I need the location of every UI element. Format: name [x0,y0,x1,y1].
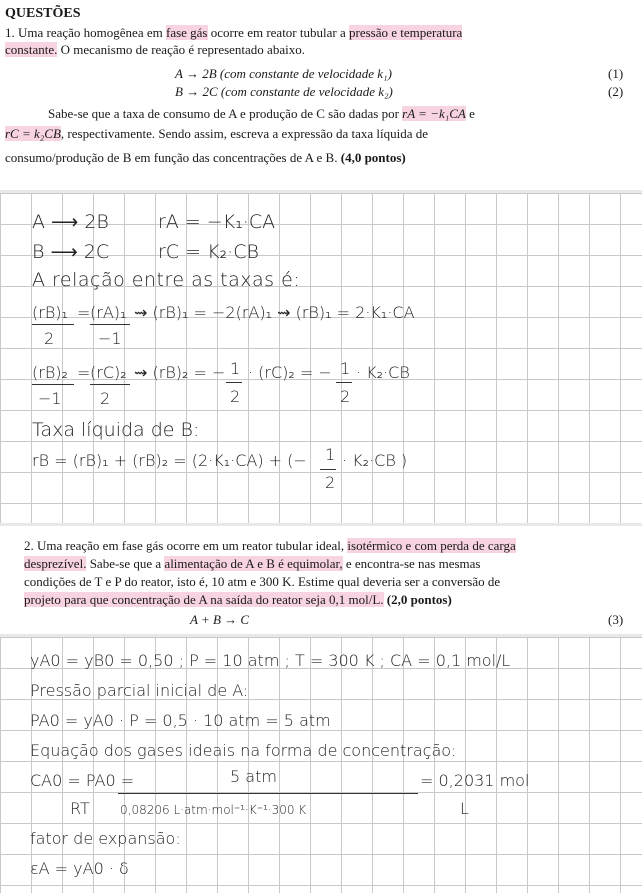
a1-frac2-half-den2: 2 [340,387,351,406]
a1-frac1-rest: ⇝ (rB)₁ = −2(rA)₁ ⇝ (rB)₁ = 2·K₁·CA [134,303,415,322]
q1-line-4 [5,126,428,141]
q2-highlight-equimolar: alimentação de A e B é equimolar, [164,556,343,571]
q1-text: ocorre em reator tubular a [210,25,346,40]
a2-line-1: yA0 = yB0 = 0,50 ; P = 10 atm ; T = 300 K ; CA = 0,1 mol/L [30,651,511,670]
a1-final-num: 1 [325,445,336,464]
a1-frac2-den-b: 2 [100,389,111,408]
q1-eq-rc: rC = k₂CB [5,126,61,141]
a1-frac2-half-num2: 1 [340,359,351,378]
a1-final-den: 2 [325,473,336,492]
a1-frac2-rest-a: ⇝ (rB)₂ = − [134,363,226,382]
q2-line-2 [24,556,480,571]
a1-final-bar [320,469,336,470]
a1-line-1-left: A ⟶ 2B [32,211,109,233]
q2-text-2b: e encontra-se nas mesmas [345,556,481,571]
a1-line-1-right: rA = −K₁·CA [158,211,276,233]
q2-line-3: condições de T e P do reator, isto é, 10 atm e 300 K. Estime qual deveria ser a conversão de [24,574,501,589]
a1-frac2-num-b: (rC)₂ [90,363,127,382]
q2-highlight-isotermico: isotérmico e com perda de carga [347,538,516,553]
a1-frac2-bar-half2 [336,382,352,383]
q2-line-1 [24,538,516,553]
q1-text-5: consumo/produção de B em função das concentrações de A e B. [5,150,338,165]
q2-line-4 [24,592,452,607]
a1-frac1-den-b: −1 [98,329,122,348]
a2-line-7: fator de expansão: [30,829,181,848]
q1-number-text: 1. Uma reação homogênea em [5,25,163,40]
a1-final-b: · K₂·CB ) [342,451,408,470]
q2-reaction: A + B → C [190,612,250,627]
question-1-block [0,0,642,190]
a1-frac2-eq: = [77,363,91,382]
q2-highlight-desprezivel: desprezível. [24,556,87,571]
a1-frac1-den-a: 2 [44,329,55,348]
q1-text-and: e [469,106,475,121]
q1-eq-ra: rA = −k₁CA [402,106,466,121]
a2-line-6-den: 0,08206 L·atm·mol⁻¹·K⁻¹·300 K [120,803,307,817]
a2-line-6-a: RT [70,799,90,818]
a1-line-2-left: B ⟶ 2C [32,241,110,263]
a1-frac1-bar-b [90,324,130,325]
a1-frac2-rest-c: · K₂·CB [356,363,410,382]
a1-line-2-right: rC = K₂·CB [158,241,259,263]
a1-taxa-liquida: Taxa líquida de B: [32,419,200,441]
q1-highlight-fase-gas: fase gás [165,25,208,40]
q2-points: (2,0 pontos) [386,592,452,607]
q1-line-2 [5,42,305,57]
q2-reaction-number: (3) [608,612,624,627]
q1-text-3: Sabe-se que a taxa de consumo de A e produção de C são dadas por [48,106,399,121]
q1-highlight-pressao: pressão e temperatura [348,25,463,40]
a1-line-3: A relação entre as taxas é: [32,269,301,291]
q1-text-4: , respectivamente. Sendo assim, escreva a expressão da taxa líquida de [60,126,429,141]
a1-frac1-eq: = [77,303,91,322]
a2-line-5-a: CA0 = PA0 = [30,771,135,790]
answer-1-grid [0,193,642,523]
a1-frac1-bar-a [32,324,74,325]
a1-frac2-bar-a [32,384,74,385]
a2-line-5-res: = 0,2031 mol [420,771,530,790]
q1-reaction-1: A → 2B (com constante de velocidade k₁) [175,66,392,81]
q1-points: (4,0 pontos) [340,150,406,165]
q1-line-1 [5,25,462,40]
q1-reaction-2: B → 2C (com constante de velocidade k₂) [175,84,393,99]
a1-frac2-rest-b: · (rC)₂ = − [248,363,332,382]
question-2-block [0,526,642,634]
q1-text-2: O mecanismo de reação é representado abaixo. [60,42,305,57]
q1-highlight-constante: constante. [5,42,58,57]
q2-text-1: 2. Uma reação em fase gás ocorre em um reator tubular ideal, [24,538,345,553]
a1-frac2-bar-half [226,382,242,383]
a1-final-a: rB = (rB)₁ + (rB)₂ = (2·K₁·CA) + (− [32,451,307,470]
a2-line-5-num: 5 atm [230,767,277,786]
answer-2-grid [0,637,642,893]
a2-fraction-bar [118,793,418,794]
q2-text-2: Sabe-se que a [89,556,162,571]
a2-line-3: PA0 = yA0 · P = 0,5 · 10 atm = 5 atm [30,711,331,730]
q2-highlight-projeto: projeto para que concentração de A na saída do reator seja 0,1 mol/L. [24,592,384,607]
header-title: QUESTÕES [5,6,81,21]
a1-frac2-den-a: −1 [38,389,62,408]
q1-reaction-1-number: (1) [608,66,624,81]
a1-frac2-half-num: 1 [230,359,241,378]
a2-line-2: Pressão parcial inicial de A: [30,681,249,700]
a1-frac2-num-a: (rB)₂ [32,363,68,382]
q1-line-3 [48,106,475,121]
a2-line-6-res: L [460,799,469,818]
q1-reaction-2-number: (2) [608,84,624,99]
a2-line-4: Equação dos gases ideais na forma de concentração: [30,741,457,760]
a1-frac2-bar-b [90,384,130,385]
a1-frac1-num-a: (rB)₁ [32,303,68,322]
q1-line-5 [5,150,406,165]
a1-frac2-half-den: 2 [230,387,241,406]
a2-line-8: εA = yA0 · δ [30,859,129,878]
a1-frac1-num-b: (rA)₁ [90,303,127,322]
